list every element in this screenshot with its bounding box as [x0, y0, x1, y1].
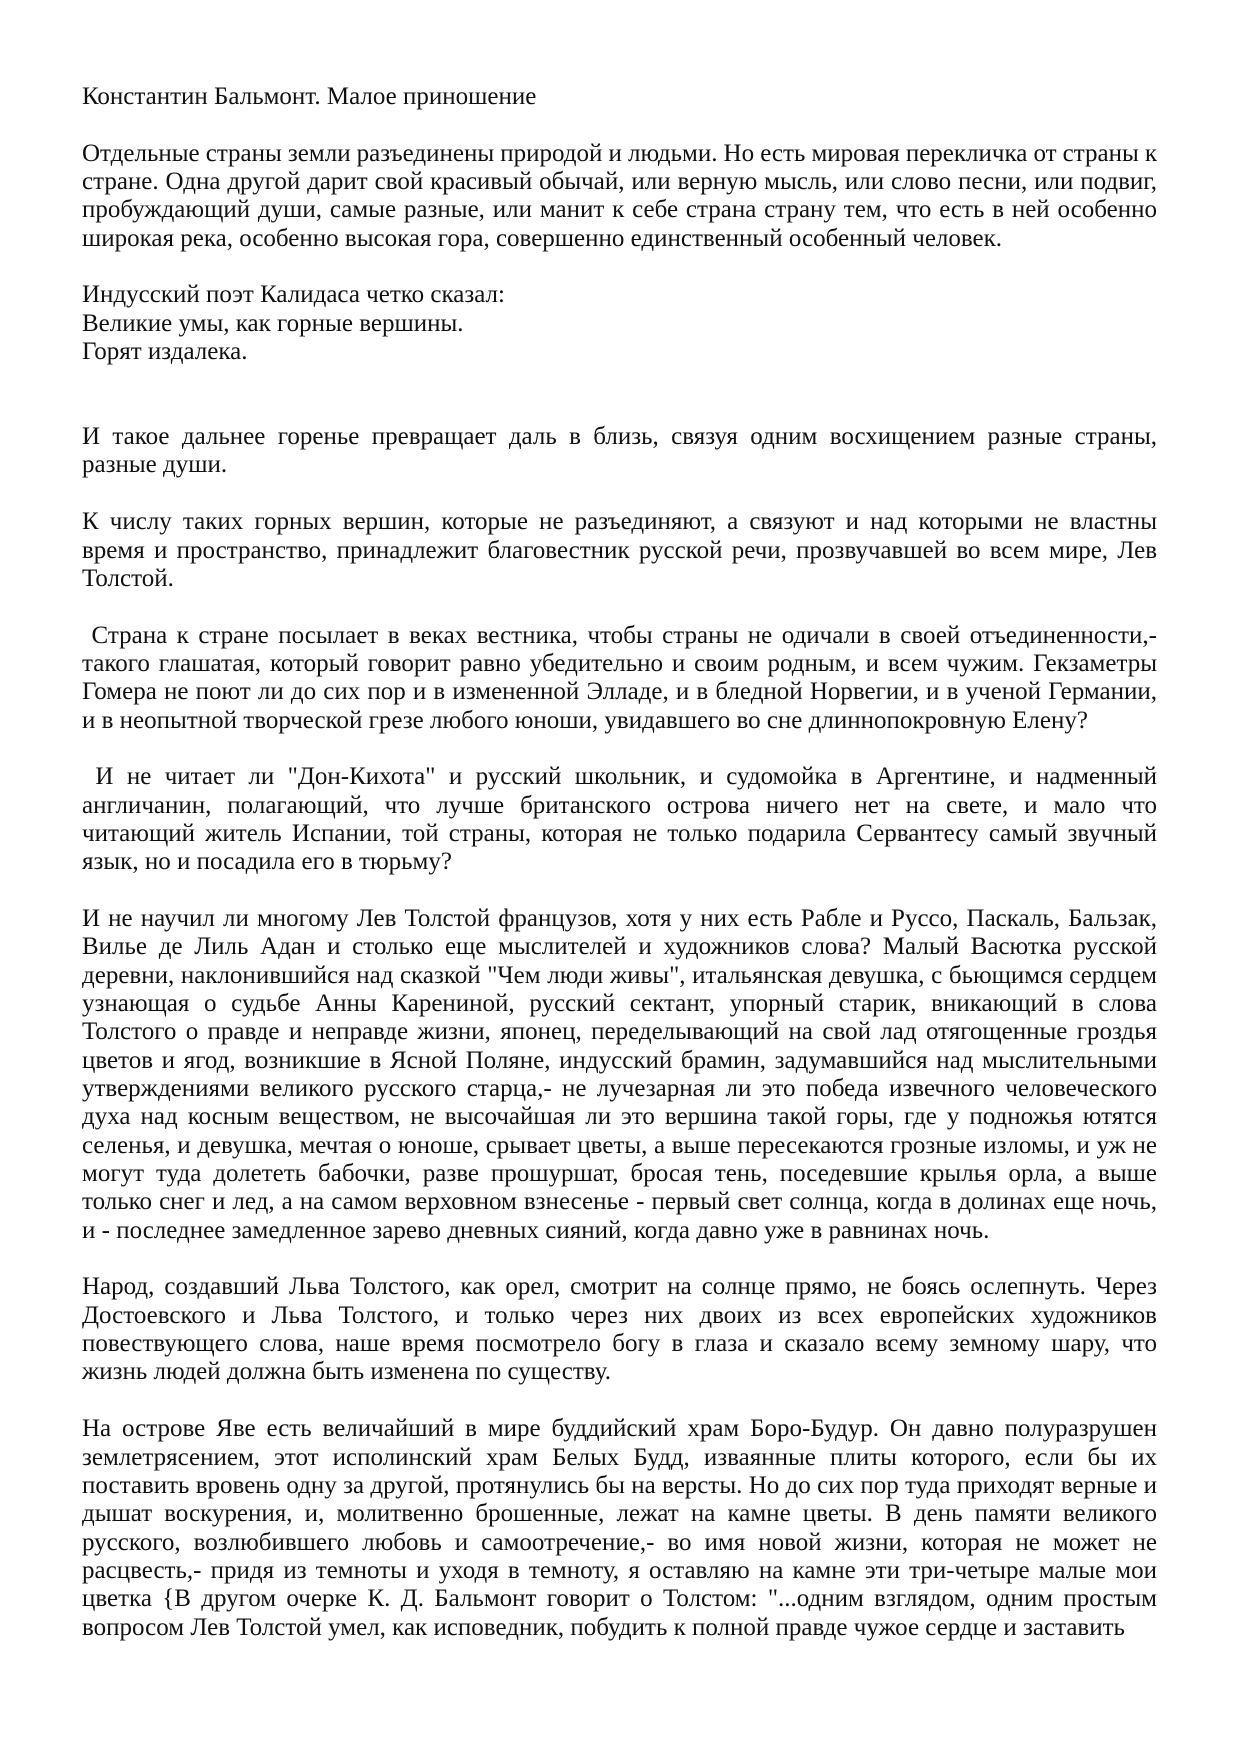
text-line: дышат воскурения, и, молитвенно брошенные, лежат на камне цветы. В день памяти великого — [82, 1500, 1157, 1528]
text-line: язык, но и посадила его в тюрьму? — [82, 848, 452, 876]
paragraph — [82, 281, 1157, 366]
text-line: Толстой. — [82, 564, 174, 592]
paragraph — [82, 1273, 1157, 1386]
text-line: широкая река, особенно высокая гора, совершенно единственный особенный человек. — [82, 224, 1003, 252]
text-line: Народ, создавший Льва Толстого, как орел, смотрит на солнце прямо, не боясь ослепнуть. Через — [82, 1273, 1157, 1301]
text-line: и - последнее замедленное зарево дневных сияний, когда давно уже в равнинах ночь. — [82, 1216, 990, 1244]
text-line: и в неопытной творческой грезе любого юноши, увидавшего во сне длиннопокровную Елену? — [82, 706, 1088, 734]
text-line: Толстого о правде и неправде жизни, японец, переделывающий на свой лад отягощенные гроздья — [82, 1018, 1157, 1046]
text-line: На острове Яве есть величайший в мире буддийский храм Боро-Будур. Он давно полуразрушен — [82, 1415, 1157, 1443]
text-line: только снег и лед, а на самом верховном взнесенье - первый свет солнца, когда в долинах еще ночь, — [82, 1188, 1157, 1216]
text-line: русского, возлюбившего любовь и самоотречение,- во имя новой жизни, которая не может не — [82, 1528, 1157, 1556]
text-line: цветка {В другом очерке К. Д. Бальмонт говорит о Толстом: "...одним взглядом, одним простым — [82, 1585, 1157, 1613]
text-line: И не читает ли "Дон-Кихота" и русский школьник, и судомойка в Аргентине, и надменный — [82, 763, 1158, 791]
text-line: узнающая о судьбе Анны Карениной, русский сектант, упорный старик, вникающий в слова — [82, 990, 1157, 1017]
text-line: И такое дальнее горенье превращает даль в близь, связуя одним восхищением разные страны, — [82, 423, 1157, 451]
text-line: Отдельные страны земли разъединены природой и людьми. Но есть мировая перекличка от страны к — [82, 139, 1157, 167]
text-line: пробуждающий души, самые разные, или манит к себе страна страну тем, что есть в ней особенно — [82, 196, 1157, 224]
text-line: Вилье де Лиль Адан и столько еще мыслителей и художников слова? Малый Васютка русской — [82, 933, 1157, 961]
text-line: Индусский поэт Калидаса четко сказал: — [82, 281, 505, 309]
text-line: Достоевского и Льва Толстого, и только через них двоих из всех европейских художников — [82, 1301, 1157, 1329]
document-body — [82, 140, 1157, 1642]
text-line: И не научил ли многому Лев Толстой французов, хотя у них есть Рабле и Руссо, Паскаль, Бальзак, — [82, 904, 1157, 932]
text-line: Гомера не поют ли до сих пор и в измененной Элладе, и в бледной Норвегии, и в ученой Германии, — [82, 678, 1157, 706]
text-line: селенья, и девушка, мечтая о юноше, срывает цветы, а выше пересекаются грозные изломы, и уж не — [82, 1131, 1157, 1159]
text-line: жизнь людей должна быть изменена по существу. — [82, 1358, 611, 1386]
paragraph — [82, 1415, 1157, 1642]
text-line: Великие умы, как горные вершины. — [82, 309, 464, 337]
text-line: Горят издалека. — [82, 338, 248, 366]
paragraph — [82, 140, 1157, 253]
text-line: вопросом Лев Толстой умел, как исповедник, побудить к полной правде чужое сердце и заставить — [82, 1613, 1125, 1641]
text-line: время и пространство, принадлежит благовестник русской речи, прозвучавшей во всем мире, Лев — [82, 536, 1157, 564]
text-line: могут туда долететь бабочки, разве прошуршат, бросая тень, поседевшие крылья орла, а выше — [82, 1160, 1157, 1188]
text-line: англичанин, полагающий, что лучше британского острова ничего нет на свете, и мало что — [82, 791, 1157, 819]
paragraph — [82, 905, 1157, 1245]
document-title: Константин Бальмонт. Малое приношение — [82, 83, 537, 110]
text-line: духа над косным веществом, не высочайшая ли это вершина такой горы, где у подножья ютятся — [82, 1103, 1157, 1131]
text-line: читающий житель Испании, той страны, которая не только подарила Сервантесу самый звучный — [82, 819, 1157, 847]
text-line: разные души. — [82, 451, 228, 479]
text-line: повествующего слова, наше время посмотрело богу в глаза и сказало всему земному шару, что — [82, 1330, 1157, 1358]
text-line: Страна к стране посылает в веках вестника, чтобы страны не одичали в своей отъединенности,- — [82, 621, 1157, 649]
text-line: деревни, наклонившийся над сказкой "Чем люди живы", итальянская девушка, с бьющимся сердцем — [82, 961, 1157, 989]
paragraph — [82, 763, 1157, 876]
text-line: цветов и ягод, возникшие в Ясной Поляне, индусский брамин, задумавшийся над мыслительными — [82, 1046, 1157, 1074]
paragraph — [82, 622, 1157, 735]
document-page — [82, 83, 1157, 1670]
text-line: такого глашатая, который говорит равно убедительно и своим родным, и всем чужим. Гекзаметры — [82, 649, 1157, 677]
paragraph — [82, 508, 1157, 593]
text-line: стране. Одна другой дарит свой красивый обычай, или верную мысль, или слово песни, или подвиг, — [82, 168, 1157, 196]
text-line: К числу таких горных вершин, которые не разъединяют, а связуют и над которыми не властны — [82, 508, 1157, 536]
text-line: землетрясением, этот исполинский храм Белых Будд, изваянные плиты которого, если бы их — [82, 1443, 1157, 1471]
text-line: расцвесть,- придя из темноты и уходя в темноту, я оставляю на камне эти три-четыре малые мои — [82, 1556, 1157, 1584]
text-line: утверждениями великого русского старца,- не лучезарная ли это победа извечного человеческого — [82, 1075, 1157, 1103]
text-line: поставить вровень одну за другой, протянулись бы на версты. Но до сих пор туда приходят верные и — [82, 1471, 1157, 1499]
paragraph — [82, 423, 1157, 480]
